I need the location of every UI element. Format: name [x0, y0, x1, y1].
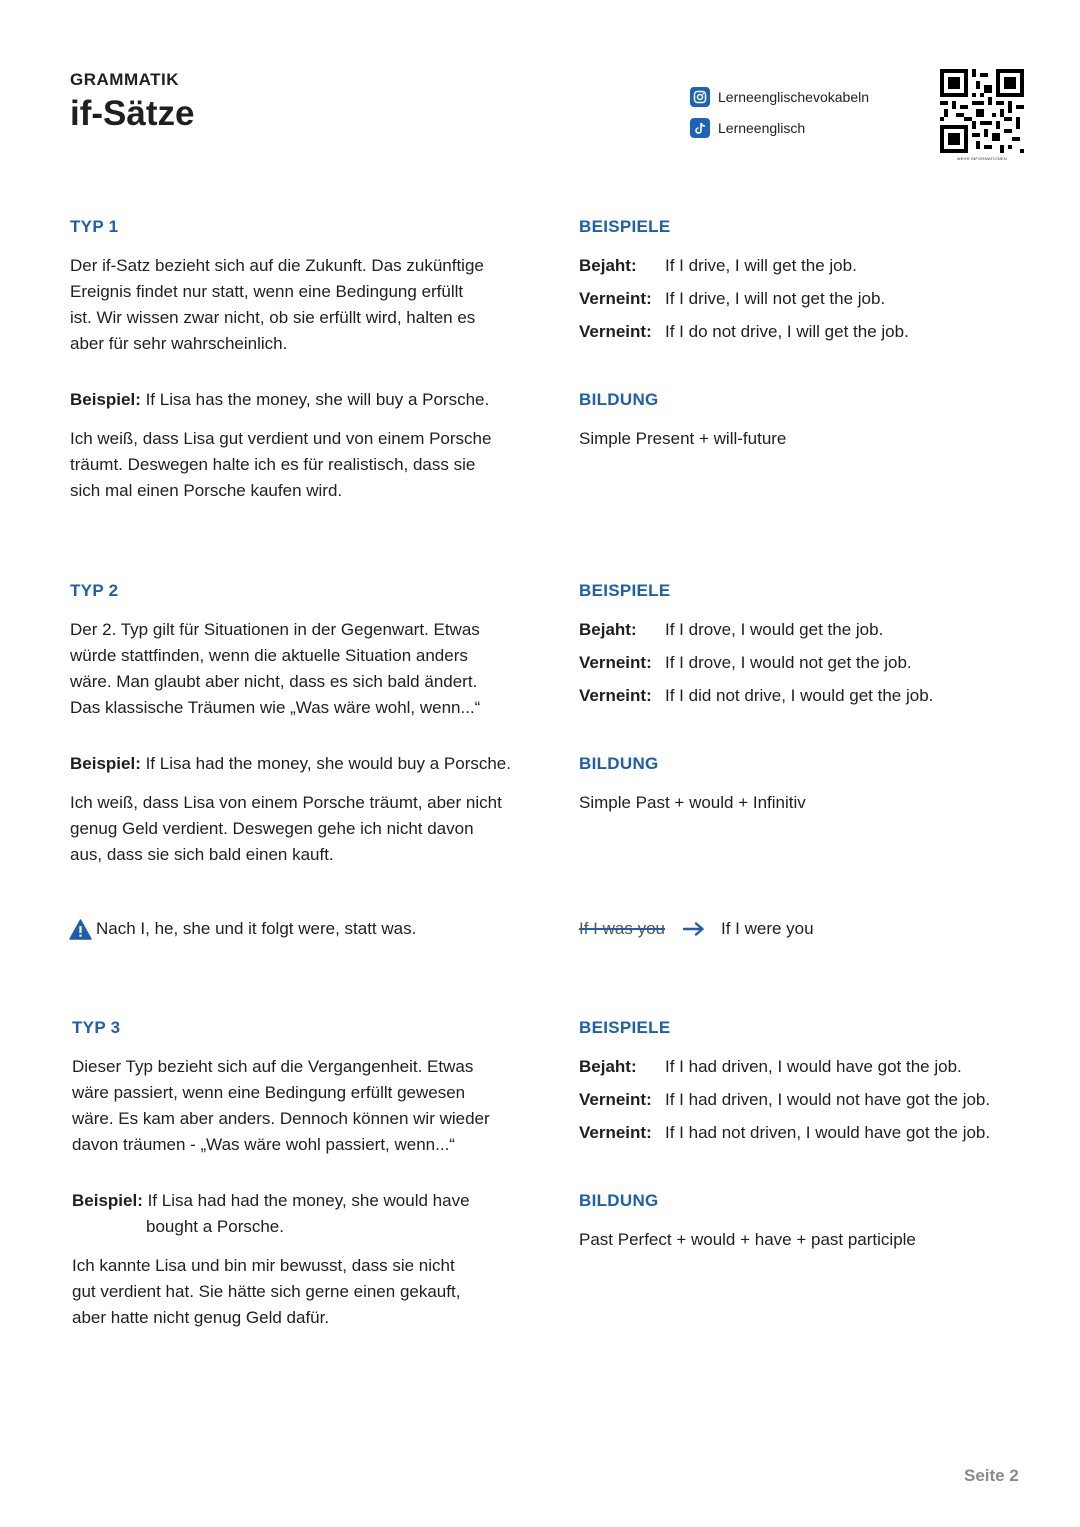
example-label: Bejaht:	[579, 1057, 637, 1076]
example-label: Verneint:	[579, 322, 652, 341]
beispiel-text: If Lisa had the money, she would buy a Porsche.	[140, 754, 511, 773]
typ3-description-line: wäre. Es kam aber anders. Dennoch können wir wieder	[72, 1109, 490, 1128]
typ1-example-sentence	[70, 387, 489, 413]
example-text: If I drove, I would not get the job.	[665, 653, 912, 672]
typ1-bildung-heading: BILDUNG	[579, 390, 659, 409]
typ3-note	[72, 1253, 460, 1331]
typ2-description-line: Das klassische Träumen wie „Was wäre wohl, wenn...“	[70, 698, 481, 717]
typ3-note-line: Ich kannte Lisa und bin mir bewusst, dass sie nicht	[72, 1256, 455, 1275]
example-row	[579, 1054, 990, 1087]
beispiel-text: If Lisa had had the money, she would have	[142, 1191, 470, 1210]
example-label: Bejaht:	[579, 256, 637, 275]
arrow-right-icon	[683, 922, 705, 936]
typ1-description	[70, 253, 484, 357]
page-number: Seite 2	[964, 1466, 1019, 1485]
example-text: If I had driven, I would have got the job.	[665, 1057, 962, 1076]
typ1-bildung: Simple Present + will-future	[579, 429, 787, 448]
typ1-note-line: träumt. Deswegen halte ich es für realistisch, dass sie	[70, 455, 476, 474]
example-label: Verneint:	[579, 1123, 652, 1142]
beispiel-label: Beispiel:	[70, 390, 141, 409]
typ1-examples-list	[579, 253, 909, 352]
example-row	[579, 683, 933, 716]
typ1-note	[70, 426, 491, 504]
tiktok-icon	[690, 118, 710, 138]
typ1-note-line: Ich weiß, dass Lisa gut verdient und von einem Porsche	[70, 429, 492, 448]
typ3-example-sentence	[72, 1188, 470, 1240]
example-row	[579, 253, 909, 286]
example-text: If I drove, I would get the job.	[665, 620, 884, 639]
typ2-bildung-heading: BILDUNG	[579, 754, 659, 773]
example-row	[579, 650, 933, 683]
qr-code[interactable]	[940, 69, 1024, 153]
example-row	[579, 617, 933, 650]
page-title: if-Sätze	[70, 94, 195, 133]
correct-form: If I were you	[720, 919, 814, 938]
example-label: Verneint:	[579, 653, 652, 672]
example-text: If I drive, I will not get the job.	[665, 289, 886, 308]
typ2-note-line: genug Geld verdient. Deswegen gehe ich nicht davon	[70, 819, 474, 838]
typ2-examples-heading: BEISPIELE	[579, 581, 671, 600]
instagram-handle: Lerneenglischevokabeln	[718, 89, 869, 105]
example-text: If I do not drive, I will get the job.	[665, 322, 909, 341]
typ3-heading: TYP 3	[72, 1018, 121, 1037]
example-label: Verneint:	[579, 1090, 652, 1109]
typ3-description-line: wäre passiert, wenn eine Bedingung erfüllt gewesen	[72, 1083, 466, 1102]
typ1-note-line: sich mal einen Porsche kaufen wird.	[70, 481, 343, 500]
typ1-description-line: aber für sehr wahrscheinlich.	[70, 334, 288, 353]
beispiel-text: If Lisa has the money, she will buy a Porsche.	[140, 390, 490, 409]
tiktok-link[interactable]	[690, 118, 805, 138]
example-label: Verneint:	[579, 686, 652, 705]
section-kicker: GRAMMATIK	[70, 70, 179, 89]
example-text: If I drive, I will get the job.	[665, 256, 857, 275]
qr-caption: MEHR INFORMATIONEN	[957, 156, 1007, 161]
warning-icon	[69, 919, 92, 940]
typ3-examples-heading: BEISPIELE	[579, 1018, 671, 1037]
typ3-description-line: davon träumen - „Was wäre wohl passiert, wenn...“	[72, 1135, 455, 1154]
typ2-heading: TYP 2	[70, 581, 119, 600]
typ2-description-line: wäre. Man glaubt aber nicht, dass es sich bald ändert.	[70, 672, 478, 691]
typ1-heading: TYP 1	[70, 217, 119, 236]
typ2-example-sentence	[70, 751, 511, 777]
typ3-note-line: aber hatte nicht genug Geld dafür.	[72, 1308, 330, 1327]
typ2-description-line: Der 2. Typ gilt für Situationen in der Gegenwart. Etwas	[70, 620, 480, 639]
example-row	[579, 1087, 990, 1120]
example-text: If I had driven, I would not have got the job.	[665, 1090, 991, 1109]
typ3-bildung: Past Perfect + would + have + past participle	[579, 1230, 916, 1249]
example-row	[579, 319, 909, 352]
beispiel-label: Beispiel:	[72, 1191, 143, 1210]
beispiel-text-continued: bought a Porsche.	[146, 1217, 284, 1236]
example-row	[579, 1120, 990, 1153]
typ3-description-line: Dieser Typ bezieht sich auf die Vergangenheit. Etwas	[72, 1057, 474, 1076]
example-row	[579, 286, 909, 319]
warning-text: Nach I, he, she und it folgt were, statt was.	[96, 919, 417, 938]
instagram-link[interactable]	[690, 87, 869, 107]
example-label: Bejaht:	[579, 620, 637, 639]
tiktok-handle: Lerneenglisch	[718, 120, 806, 136]
were-example	[579, 916, 814, 942]
typ1-description-line: Der if-Satz bezieht sich auf die Zukunft. Das zukünftige	[70, 256, 484, 275]
warning-note	[69, 916, 416, 942]
typ2-description	[70, 617, 480, 721]
typ3-bildung-heading: BILDUNG	[579, 1191, 659, 1210]
typ2-examples-list	[579, 617, 933, 716]
typ3-note-line: gut verdient hat. Sie hätte sich gerne einen gekauft,	[72, 1282, 461, 1301]
typ2-note	[70, 790, 502, 868]
typ2-note-line: aus, dass sie sich bald einen kauft.	[70, 845, 334, 864]
example-label: Verneint:	[579, 289, 652, 308]
example-text: If I had not driven, I would have got the job.	[665, 1123, 991, 1142]
instagram-icon	[690, 87, 710, 107]
typ2-description-line: würde stattfinden, wenn die aktuelle Situation anders	[70, 646, 468, 665]
typ2-bildung: Simple Past + would + Infinitiv	[579, 793, 806, 812]
example-text: If I did not drive, I would get the job.	[665, 686, 934, 705]
typ3-examples-list	[579, 1054, 990, 1153]
typ3-description	[72, 1054, 490, 1158]
typ1-description-line: ist. Wir wissen zwar nicht, ob sie erfüllt wird, halten es	[70, 308, 476, 327]
typ2-note-line: Ich weiß, dass Lisa von einem Porsche träumt, aber nicht	[70, 793, 502, 812]
typ1-examples-heading: BEISPIELE	[579, 217, 671, 236]
wrong-form: If I was you	[579, 919, 665, 938]
typ1-description-line: Ereignis findet nur statt, wenn eine Bedingung erfüllt	[70, 282, 464, 301]
beispiel-label: Beispiel:	[70, 754, 141, 773]
